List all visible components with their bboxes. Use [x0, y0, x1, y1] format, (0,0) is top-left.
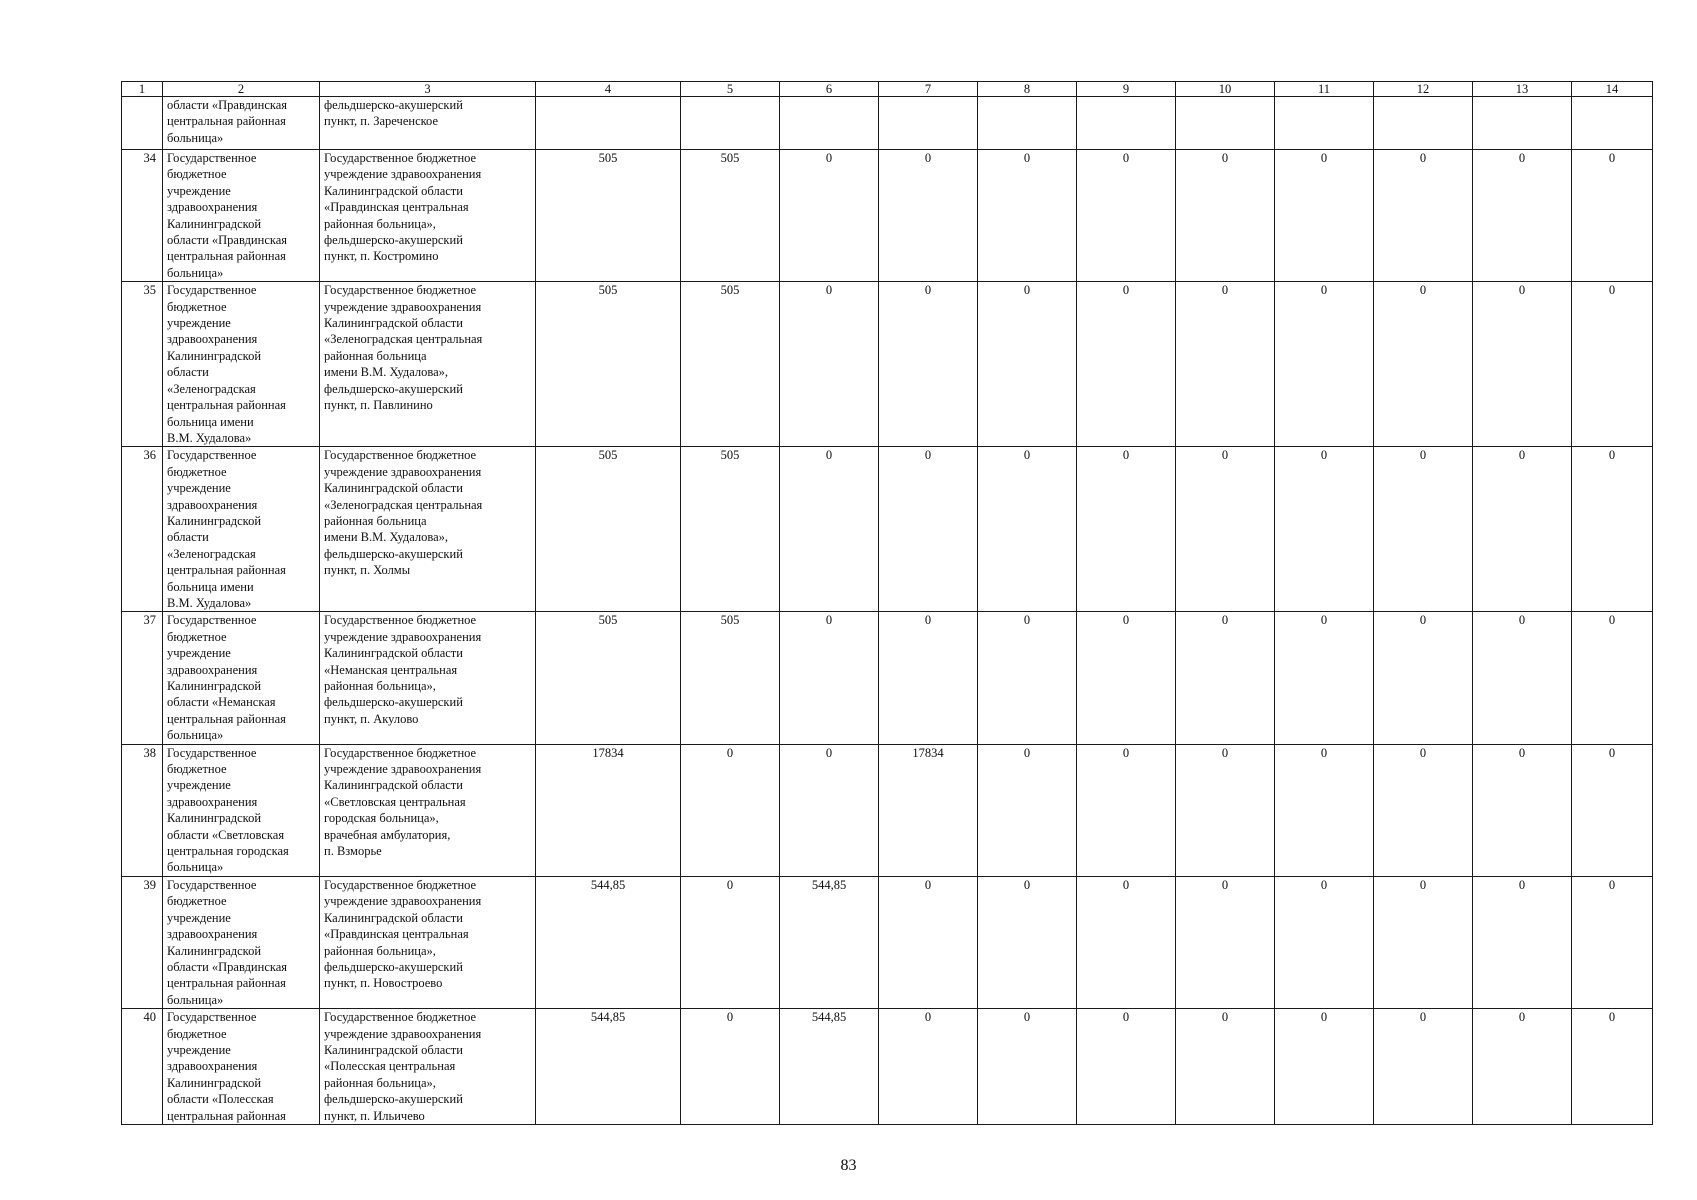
data-table — [121, 81, 1653, 1125]
table-body — [122, 82, 1653, 1125]
row-number-cell: 37 — [122, 612, 163, 744]
row-number-cell: 38 — [122, 744, 163, 876]
value-cell — [1374, 97, 1473, 150]
value-cell: 505 — [681, 447, 780, 612]
table-row — [122, 1009, 1653, 1125]
value-cell: 0 — [1176, 1009, 1275, 1125]
value-cell: 0 — [1473, 744, 1572, 876]
value-cell: 0 — [1275, 282, 1374, 447]
row-number-cell: 34 — [122, 150, 163, 282]
column-header: 5 — [681, 82, 780, 97]
value-cell: 0 — [780, 447, 879, 612]
facility-cell: Государственное бюджетное учреждение здравоохранения Калининградской области «Зеленоградская центральная районная больница имени В.М. Худалова», фельдшерско-акушерский пункт, п. Павлинино — [320, 282, 536, 447]
value-cell: 0 — [1374, 1009, 1473, 1125]
value-cell — [1176, 97, 1275, 150]
institution-name-cell: Государственное бюджетное учреждение здравоохранения Калининградской области «Правдинская центральная районная больница» — [163, 150, 320, 282]
value-cell: 505 — [536, 612, 681, 744]
value-cell: 0 — [879, 282, 978, 447]
institution-name-cell: Государственное бюджетное учреждение здравоохранения Калининградской области «Светловская центральная городская больница» — [163, 744, 320, 876]
value-cell — [1473, 97, 1572, 150]
value-cell — [879, 97, 978, 150]
row-number-cell: 35 — [122, 282, 163, 447]
value-cell: 0 — [1275, 150, 1374, 282]
table-row — [122, 150, 1653, 282]
value-cell: 0 — [1374, 876, 1473, 1008]
column-header: 1 — [122, 82, 163, 97]
value-cell: 0 — [1473, 612, 1572, 744]
value-cell: 0 — [1473, 282, 1572, 447]
column-header: 7 — [879, 82, 978, 97]
value-cell — [536, 97, 681, 150]
value-cell: 0 — [1473, 1009, 1572, 1125]
value-cell: 17834 — [536, 744, 681, 876]
value-cell: 0 — [1077, 282, 1176, 447]
value-cell: 0 — [879, 447, 978, 612]
page-number: 83 — [840, 1157, 857, 1174]
column-header: 14 — [1572, 82, 1653, 97]
column-number-header-row — [122, 82, 1653, 97]
value-cell: 0 — [1077, 447, 1176, 612]
value-cell: 0 — [780, 744, 879, 876]
value-cell: 0 — [1572, 447, 1653, 612]
value-cell — [681, 97, 780, 150]
value-cell: 544,85 — [536, 876, 681, 1008]
table-row — [122, 876, 1653, 1008]
value-cell: 0 — [978, 744, 1077, 876]
institution-name-cell: области «Правдинская центральная районная больница» — [163, 97, 320, 150]
value-cell: 0 — [681, 1009, 780, 1125]
value-cell: 0 — [1374, 150, 1473, 282]
value-cell: 505 — [536, 150, 681, 282]
column-header: 13 — [1473, 82, 1572, 97]
value-cell: 0 — [1374, 612, 1473, 744]
continuation-row — [122, 97, 1653, 150]
value-cell: 0 — [1176, 876, 1275, 1008]
column-header: 8 — [978, 82, 1077, 97]
column-header: 10 — [1176, 82, 1275, 97]
value-cell: 0 — [978, 150, 1077, 282]
value-cell: 0 — [1572, 1009, 1653, 1125]
value-cell: 0 — [1077, 876, 1176, 1008]
table-row — [122, 447, 1653, 612]
value-cell: 0 — [1176, 282, 1275, 447]
facility-cell: фельдшерско-акушерский пункт, п. Зареченское — [320, 97, 536, 150]
value-cell: 0 — [1473, 876, 1572, 1008]
value-cell: 0 — [879, 612, 978, 744]
value-cell: 0 — [1275, 612, 1374, 744]
value-cell: 0 — [1473, 447, 1572, 612]
value-cell: 0 — [681, 744, 780, 876]
facility-cell: Государственное бюджетное учреждение здравоохранения Калининградской области «Неманская центральная районная больница», фельдшерско-акушерский пункт, п. Акулово — [320, 612, 536, 744]
institution-name-cell: Государственное бюджетное учреждение здравоохранения Калининградской области «Правдинская центральная районная больница» — [163, 876, 320, 1008]
value-cell: 0 — [1077, 744, 1176, 876]
institution-name-cell: Государственное бюджетное учреждение здравоохранения Калининградской области «Неманская центральная районная больница» — [163, 612, 320, 744]
value-cell: 544,85 — [780, 1009, 879, 1125]
institution-name-cell: Государственное бюджетное учреждение здравоохранения Калининградской области «Зеленоградская центральная районная больница имени В.М. Худалова» — [163, 447, 320, 612]
value-cell: 505 — [681, 150, 780, 282]
value-cell: 0 — [879, 876, 978, 1008]
value-cell: 0 — [1176, 612, 1275, 744]
value-cell: 505 — [681, 612, 780, 744]
value-cell: 0 — [780, 150, 879, 282]
value-cell: 0 — [1275, 876, 1374, 1008]
table-row — [122, 744, 1653, 876]
value-cell: 0 — [1572, 282, 1653, 447]
value-cell: 0 — [1374, 447, 1473, 612]
value-cell: 0 — [879, 1009, 978, 1125]
value-cell — [1077, 97, 1176, 150]
facility-cell: Государственное бюджетное учреждение здравоохранения Калининградской области «Правдинская центральная районная больница», фельдшерско-акушерский пункт, п. Костромино — [320, 150, 536, 282]
facility-cell: Государственное бюджетное учреждение здравоохранения Калининградской области «Светловская центральная городская больница», врачебная амбулатория, п. Взморье — [320, 744, 536, 876]
value-cell: 0 — [1374, 744, 1473, 876]
value-cell: 0 — [1275, 744, 1374, 876]
column-header: 9 — [1077, 82, 1176, 97]
value-cell: 0 — [1572, 150, 1653, 282]
value-cell: 0 — [1572, 744, 1653, 876]
row-number-cell: 40 — [122, 1009, 163, 1125]
table-row — [122, 612, 1653, 744]
institution-name-cell: Государственное бюджетное учреждение здравоохранения Калининградской области «Зеленоградская центральная районная больница имени В.М. Худалова» — [163, 282, 320, 447]
value-cell: 0 — [1176, 150, 1275, 282]
facility-cell: Государственное бюджетное учреждение здравоохранения Калининградской области «Правдинская центральная районная больница», фельдшерско-акушерский пункт, п. Новостроево — [320, 876, 536, 1008]
value-cell: 0 — [1275, 1009, 1374, 1125]
value-cell: 0 — [978, 612, 1077, 744]
row-number-cell — [122, 97, 163, 150]
value-cell: 0 — [1077, 150, 1176, 282]
value-cell: 0 — [1077, 612, 1176, 744]
value-cell: 544,85 — [780, 876, 879, 1008]
row-number-cell: 36 — [122, 447, 163, 612]
column-header: 11 — [1275, 82, 1374, 97]
value-cell: 0 — [1077, 1009, 1176, 1125]
column-header: 6 — [780, 82, 879, 97]
value-cell: 0 — [1275, 447, 1374, 612]
value-cell: 0 — [780, 282, 879, 447]
column-header: 3 — [320, 82, 536, 97]
value-cell: 17834 — [879, 744, 978, 876]
value-cell: 0 — [1473, 150, 1572, 282]
value-cell: 0 — [978, 282, 1077, 447]
value-cell: 0 — [1374, 282, 1473, 447]
value-cell: 0 — [780, 612, 879, 744]
facility-cell: Государственное бюджетное учреждение здравоохранения Калининградской области «Полесская центральная районная больница», фельдшерско-акушерский пункт, п. Ильичево — [320, 1009, 536, 1125]
table-row — [122, 282, 1653, 447]
value-cell — [978, 97, 1077, 150]
value-cell: 0 — [681, 876, 780, 1008]
value-cell: 505 — [536, 282, 681, 447]
row-number-cell: 39 — [122, 876, 163, 1008]
value-cell — [780, 97, 879, 150]
column-header: 2 — [163, 82, 320, 97]
value-cell: 0 — [978, 447, 1077, 612]
value-cell: 0 — [978, 876, 1077, 1008]
value-cell: 0 — [1572, 612, 1653, 744]
value-cell: 505 — [536, 447, 681, 612]
value-cell — [1275, 97, 1374, 150]
value-cell: 0 — [1176, 744, 1275, 876]
value-cell: 544,85 — [536, 1009, 681, 1125]
institution-name-cell: Государственное бюджетное учреждение здравоохранения Калининградской области «Полесская центральная районная — [163, 1009, 320, 1125]
value-cell: 0 — [978, 1009, 1077, 1125]
value-cell: 0 — [1572, 876, 1653, 1008]
value-cell: 505 — [681, 282, 780, 447]
column-header: 4 — [536, 82, 681, 97]
value-cell: 0 — [879, 150, 978, 282]
value-cell — [1572, 97, 1653, 150]
value-cell: 0 — [1176, 447, 1275, 612]
column-header: 12 — [1374, 82, 1473, 97]
facility-cell: Государственное бюджетное учреждение здравоохранения Калининградской области «Зеленоградская центральная районная больница имени В.М. Худалова», фельдшерско-акушерский пункт, п. Холмы — [320, 447, 536, 612]
